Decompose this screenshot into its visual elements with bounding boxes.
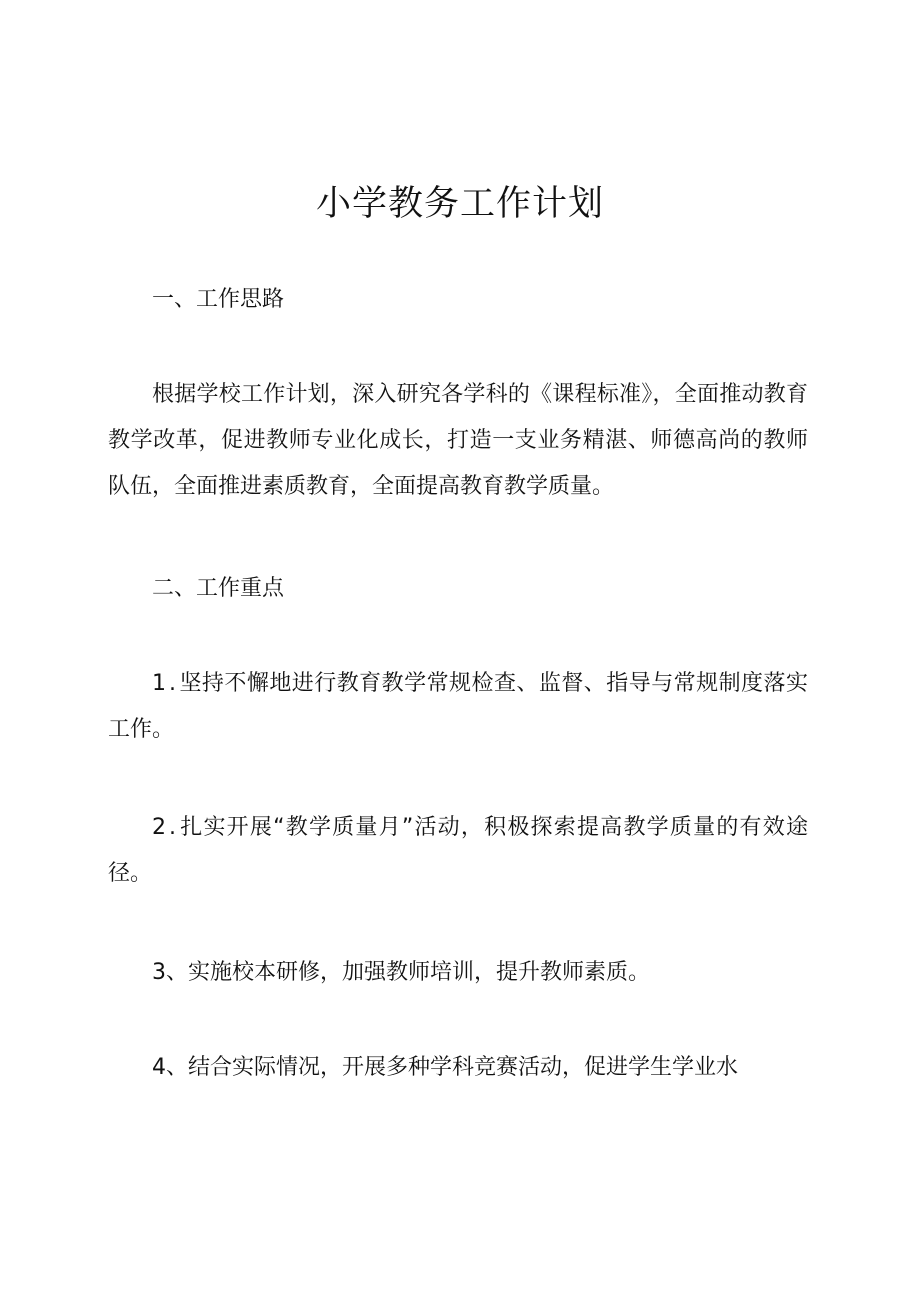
list-item-text: 扎实开展“教学质量月”活动，积极探索提高教学质量的有效途径。 bbox=[108, 815, 809, 886]
list-item bbox=[108, 661, 808, 753]
list-item-text: 实施校本研修，加强教师培训，提升教师素质。 bbox=[188, 960, 651, 985]
list-item bbox=[108, 1045, 808, 1091]
document-title: 小学教务工作计划 bbox=[315, 184, 604, 224]
list-item-text: 结合实际情况，开展多种学科竞赛活动，促进学生学业水 bbox=[188, 1055, 739, 1080]
section-heading-work-approach: 一、工作思路 bbox=[152, 287, 285, 312]
list-item bbox=[108, 950, 808, 996]
section-paragraph-work-approach: 根据学校工作计划，深入研究各学科的《课程标准》，全面推动教育教学改革，促进教师专业化成长，打造一支业务精湛、师德高尚的教师队伍，全面推进素质教育，全面提高教育教学质量。 bbox=[108, 382, 808, 499]
section-heading-work-focus: 二、工作重点 bbox=[152, 576, 285, 601]
list-item-number: 3、 bbox=[152, 960, 188, 985]
list-item-number: 2. bbox=[152, 815, 179, 840]
list-item-number: 1. bbox=[152, 671, 179, 696]
list-item-text: 坚持不懈地进行教育教学常规检查、监督、指导与常规制度落实工作。 bbox=[108, 671, 808, 742]
list-item-number: 4、 bbox=[152, 1055, 188, 1080]
list-item bbox=[108, 805, 808, 897]
